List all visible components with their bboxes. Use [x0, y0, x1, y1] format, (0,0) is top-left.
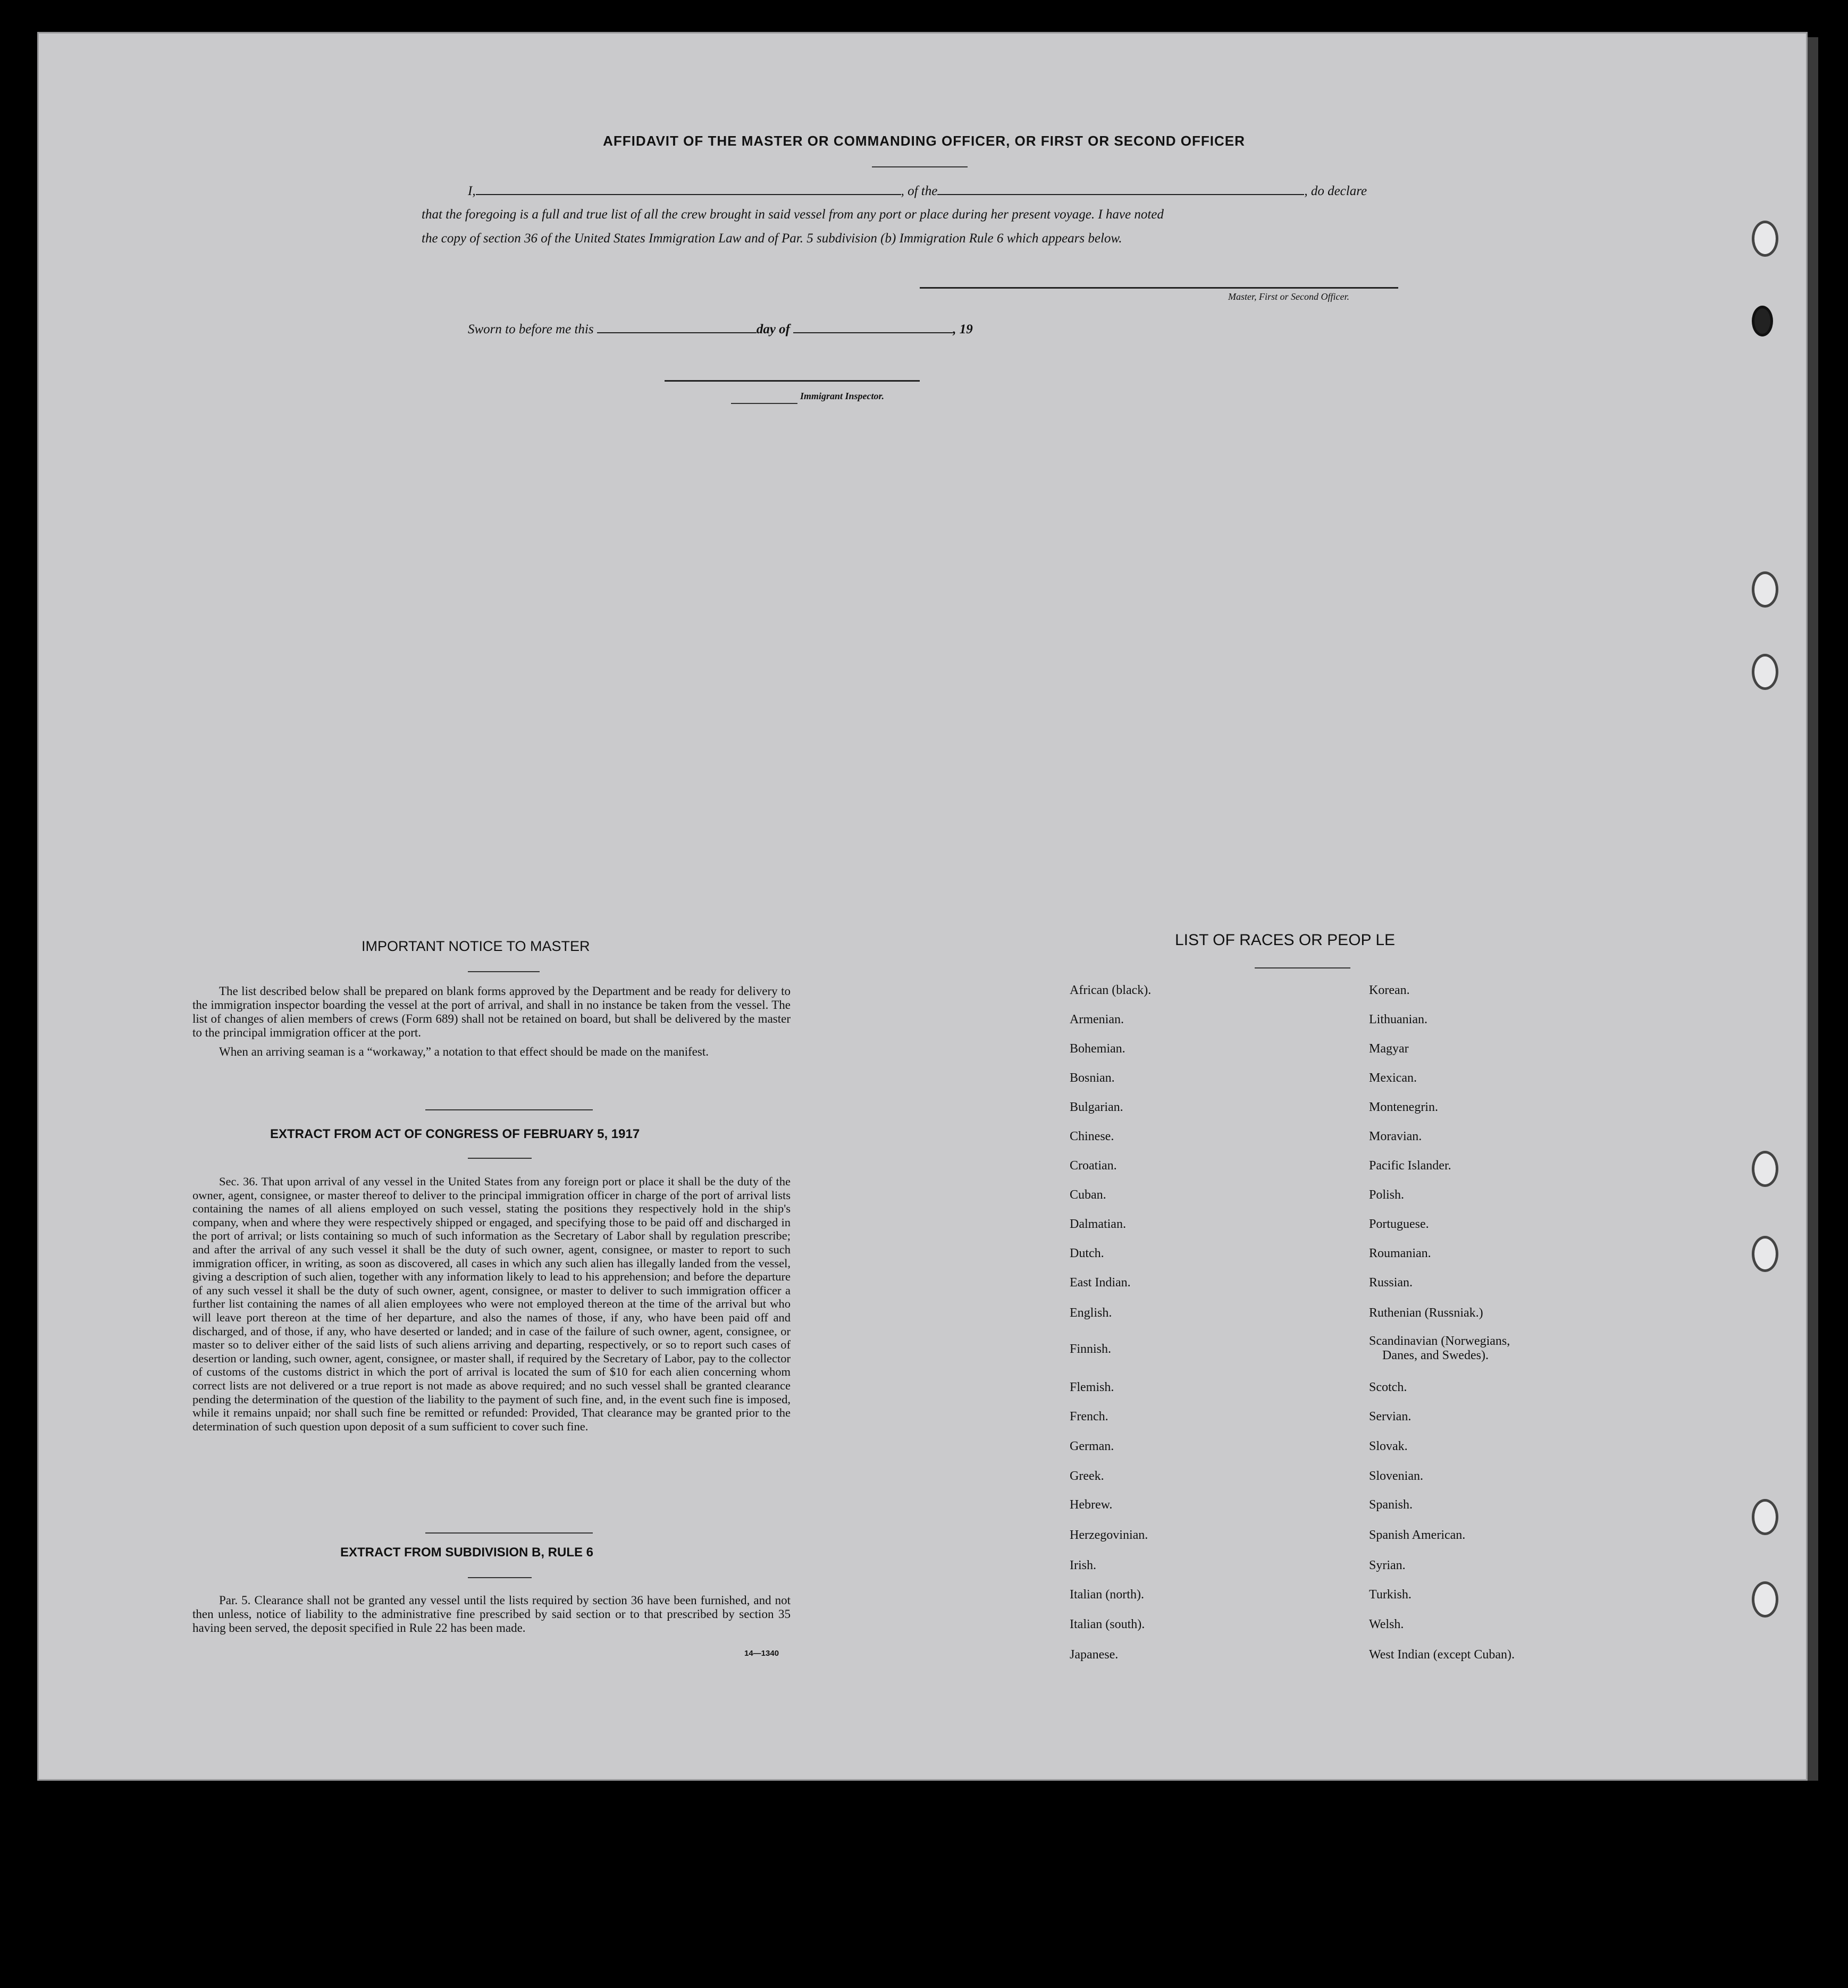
- race-item: West Indian (except Cuban).: [1369, 1648, 1515, 1662]
- race-item: Hebrew.: [1070, 1498, 1113, 1512]
- race-item: Dalmatian.: [1070, 1217, 1126, 1231]
- punch-hole: [1752, 1236, 1778, 1272]
- race-item: Pacific Islander.: [1369, 1159, 1451, 1173]
- race-item: English.: [1070, 1306, 1112, 1320]
- race-item: Ruthenian (Russniak.): [1369, 1306, 1483, 1320]
- race-item: East Indian.: [1070, 1276, 1131, 1290]
- race-item: Italian (south).: [1070, 1618, 1145, 1631]
- race-item: Bohemian.: [1070, 1042, 1125, 1056]
- race-item: Herzegovinian.: [1070, 1528, 1148, 1542]
- document-page: [37, 32, 1808, 1781]
- race-item: Spanish.: [1369, 1498, 1413, 1512]
- punch-hole: [1752, 571, 1778, 608]
- affidavit-line-2: that the foregoing is a full and true list of all the crew brought in said vessel from any port or place during her present voyage. I have noted: [422, 207, 1164, 222]
- race-item: Japanese.: [1070, 1648, 1119, 1662]
- title-rule: [872, 166, 968, 167]
- race-item: Polish.: [1369, 1188, 1405, 1202]
- divider-rule: [425, 1532, 593, 1534]
- race-item: Korean.: [1369, 983, 1410, 997]
- race-item: Lithuanian.: [1369, 1013, 1427, 1026]
- race-item: Syrian.: [1369, 1559, 1406, 1572]
- text-sworn: Sworn to before me this: [468, 322, 594, 336]
- section-36-text: Sec. 36. That upon arrival of any vessel in the United States from any foreign port or place it shall be the duty of the owner, agent, consignee, or master thereof to deliver to the principal immigration officer in charge of the port of arrival lists containing the names of all aliens employed on such vessel, stating the positions they respectively hold in the ship's company, when and where they were respectively shipped or engaged, and specifying those to be paid off and discharged in the port of arrival; or lists containing so much of such information as the Secretary of Labor shall by regulation prescribe; and after the arrival of any such vessel it shall be the duty of such owner, agent, consignee, or master to report to such immigration officer, in writing, as soon as discovered, all cases in which any such alien has illegally landed from the vessel, giving a description of such alien, together with any information likely to lead to his apprehension; and before the departure of any such vessel it shall be the duty of such owner, agent, consignee, or master to deliver to such immigration officer a further list containing the names of all alien employees who were not employed thereon at the time of the arrival but who will leave port thereon at the time of her departure, and also the names of those, if any, who have been paid off and discharged, and of those, if any, who have deserted or landed; and in case of the failure of such owner, agent, consignee, or master so to deliver either of the said lists of such aliens arriving and departing, respectively, or so to report such cases of desertion or landing, such owner, agent, consignee, or master shall, if required by the Secretary of Labor, pay to the collector of customs of the customs district in which the port of arrival is located the sum of $10 for each alien concerning whom correct lists are not delivered or a true report is not made as above required; and no such vessel shall be granted clearance pending the determination of the question of the liability to the payment of such fine, and, in the event such fine is imposed, while it remains unpaid; nor shall such fine be remitted or refunded: Provided, That clearance may be granted prior to the determination of such question upon deposit of a sum sufficient to cover such fine.: [192, 1175, 791, 1433]
- punch-hole: [1752, 654, 1778, 690]
- race-item: Spanish American.: [1369, 1528, 1466, 1542]
- race-item: Scotch.: [1369, 1380, 1407, 1394]
- race-item: Moravian.: [1369, 1130, 1422, 1143]
- affidavit-title: AFFIDAVIT OF THE MASTER OR COMMANDING OFFICER, OR FIRST OR SECOND OFFICER: [603, 133, 1245, 149]
- master-signature-line[interactable]: [920, 287, 1398, 289]
- affidavit-line-3: the copy of section 36 of the United States Immigration Law and of Par. 5 subdivision (b) Immigration Rule 6 which appears below.: [422, 231, 1122, 246]
- race-item: Croatian.: [1070, 1159, 1117, 1173]
- race-item: Finnish.: [1070, 1342, 1112, 1356]
- race-item: Greek.: [1070, 1469, 1104, 1483]
- race-item: Scandinavian (Norwegians,: [1369, 1334, 1510, 1348]
- inspector-short-rule: [731, 403, 797, 404]
- race-item: Slovak.: [1369, 1439, 1408, 1453]
- rule-title-rule: [468, 1577, 532, 1578]
- page-edge: [1808, 37, 1818, 1781]
- month-blank[interactable]: [793, 322, 953, 333]
- race-item: Roumanian.: [1369, 1246, 1431, 1260]
- notice-title-rule: [468, 971, 540, 972]
- punch-hole: [1752, 1581, 1778, 1618]
- race-item: Bosnian.: [1070, 1071, 1115, 1085]
- race-item: Mexican.: [1369, 1071, 1417, 1085]
- punch-hole: [1752, 306, 1773, 336]
- act-extract-title: EXTRACT FROM ACT OF CONGRESS OF FEBRUARY 5, 1917: [270, 1127, 640, 1141]
- race-item: Dutch.: [1070, 1246, 1104, 1260]
- race-item: Magyar: [1369, 1042, 1409, 1056]
- race-item: Bulgarian.: [1070, 1100, 1123, 1114]
- race-item: Turkish.: [1369, 1588, 1412, 1602]
- act-title-rule: [468, 1158, 532, 1159]
- text-day-of: day of: [756, 322, 790, 336]
- name-blank[interactable]: [476, 183, 901, 195]
- rule-extract-title: EXTRACT FROM SUBDIVISION B, RULE 6: [340, 1545, 594, 1560]
- text-i: I,: [468, 184, 476, 198]
- notice-body: [192, 984, 791, 1064]
- race-item: Italian (north).: [1070, 1588, 1144, 1602]
- race-item: Welsh.: [1369, 1618, 1404, 1631]
- races-title-rule: [1255, 967, 1350, 968]
- notice-paragraph-1: The list described below shall be prepared on blank forms approved by the Department and be ready for delivery to the immigration inspector boarding the vessel at the port of arrival, and shall in no instance be taken from the vessel. The list of changes of alien members of crews (Form 689) shall not be retained on board, but shall be delivered by the master to the principal immigration officer at the port.: [192, 984, 791, 1039]
- race-item: Servian.: [1369, 1410, 1412, 1423]
- race-item: Chinese.: [1070, 1130, 1114, 1143]
- race-item: Cuban.: [1070, 1188, 1106, 1202]
- race-item: Montenegrin.: [1369, 1100, 1438, 1114]
- inspector-caption: Immigrant Inspector.: [800, 391, 885, 401]
- divider-rule: [425, 1109, 593, 1110]
- punch-hole: [1752, 1151, 1778, 1187]
- race-item: Armenian.: [1070, 1013, 1124, 1026]
- sworn-line: [468, 322, 973, 337]
- race-item: Flemish.: [1070, 1380, 1114, 1394]
- vessel-blank[interactable]: [937, 183, 1304, 195]
- punch-hole: [1752, 1499, 1778, 1535]
- day-blank[interactable]: [597, 322, 757, 333]
- rule-extract-body: [192, 1594, 791, 1640]
- race-item: Russian.: [1369, 1276, 1413, 1290]
- notice-paragraph-2: When an arriving seaman is a “workaway,” a notation to that effect should be made on the manifest.: [219, 1045, 709, 1058]
- par-5-text: Par. 5. Clearance shall not be granted any vessel until the lists required by section 36 have been furnished, and not then unless, notice of liability to the administrative fine prescribed by said section or to that prescribed by section 35 having been served, the deposit specified in Rule 22 has been made.: [192, 1594, 791, 1635]
- act-extract-body: [192, 1175, 791, 1438]
- master-signature-caption: Master, First or Second Officer.: [1228, 291, 1349, 302]
- form-number: 14—1340: [744, 1649, 779, 1658]
- race-item: Irish.: [1070, 1559, 1096, 1572]
- text-do-declare: , do declare: [1304, 184, 1367, 198]
- text-of-the: , of the: [901, 184, 938, 198]
- race-item: Slovenian.: [1369, 1469, 1423, 1483]
- inspector-signature-line[interactable]: [665, 380, 920, 382]
- race-item: German.: [1070, 1439, 1114, 1453]
- race-item: African (black).: [1070, 983, 1152, 997]
- punch-hole: [1752, 221, 1778, 257]
- notice-title: IMPORTANT NOTICE TO MASTER: [362, 938, 590, 954]
- text-year: , 19: [953, 322, 973, 336]
- race-item: Portuguese.: [1369, 1217, 1429, 1231]
- race-item-continuation: Danes, and Swedes).: [1382, 1349, 1489, 1362]
- affidavit-line-1: [468, 183, 1367, 199]
- races-title: LIST OF RACES OR PEOP LE: [1175, 931, 1396, 949]
- race-item: French.: [1070, 1410, 1108, 1423]
